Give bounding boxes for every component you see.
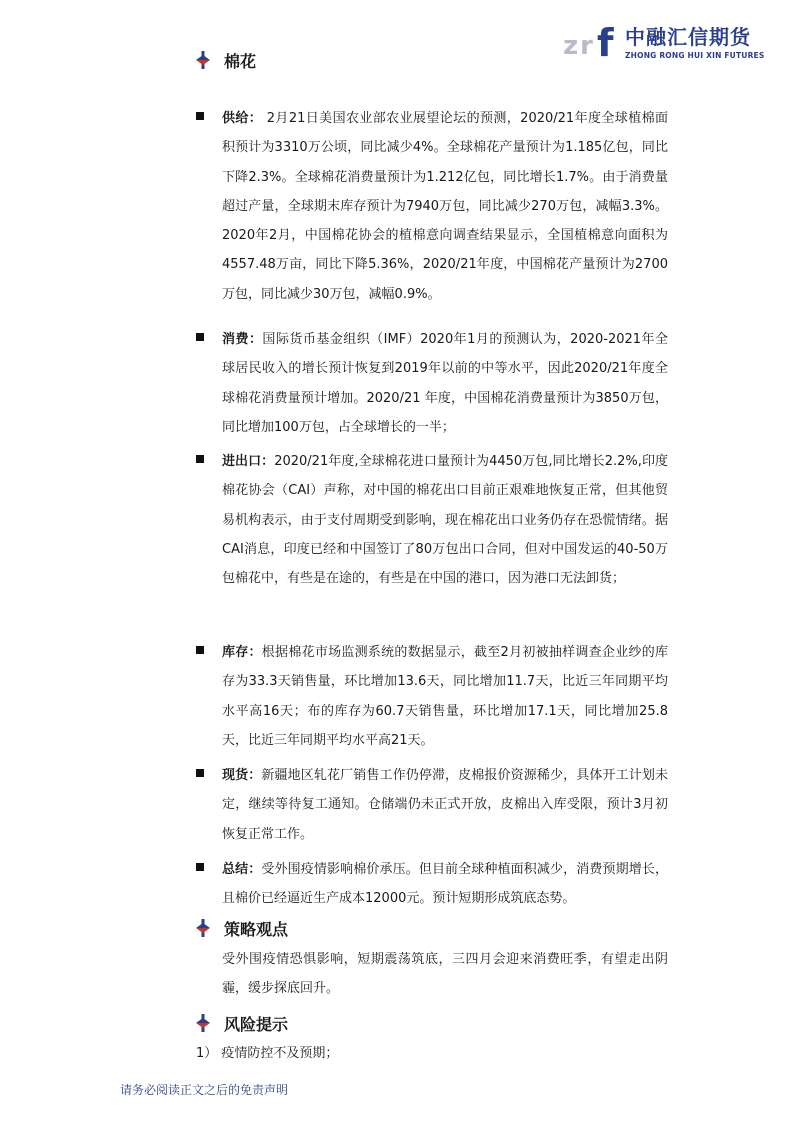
list-item-supply [196, 104, 668, 309]
section-title-strategy: 策略观点 [224, 919, 289, 939]
square-bullet-icon [196, 455, 204, 463]
svg-text:r: r [580, 31, 593, 60]
item-text: 新疆地区轧花厂销售工作仍停滞，皮棉报价资源稀少，具体开工计划未定，继续等待复工通知。仓储端仍未正式开放，皮棉出入库受限，预计3月初恢复正常工作。 [222, 768, 668, 842]
item-label: 库存： [222, 645, 262, 660]
list-item-inventory [196, 638, 668, 755]
item-label: 现货： [222, 768, 262, 783]
list-item-summary [196, 855, 668, 914]
item-text: 2020/21年度,全球棉花进口量预计为4450万包,同比增长2.2%,印度棉花协会（CAI）声称，对中国的棉花出口目前正艰难地恢复正常，但其他贸易机构表示，由于支付周期受到影响，现在棉花出口业务仍存在恐慌情绪。据CAI消息，印度已经和中国签订了80万包出口合同，但对中国发运的40-50万包棉花中，有些是在途的，有些是在中国的港口，因为港口无法卸货； [222, 454, 668, 587]
square-bullet-icon [196, 646, 204, 654]
strategy-text: 受外围疫情恐惧影响，短期震荡筑底，三四月会迎来消费旺季，有望走出阴霾，缓步探底回升。 [222, 952, 668, 997]
item-label: 消费： [222, 332, 263, 347]
section-marker-icon [196, 1014, 210, 1032]
item-label: 进出口： [222, 454, 275, 469]
square-bullet-icon [196, 112, 204, 120]
section-risk [196, 1011, 288, 1035]
section-title-cotton: 棉花 [224, 51, 257, 71]
item-text: 2月21日美国农业部农业展望论坛的预测，2020/21年度全球植棉面积预计为3310万公顷，同比减少4%。全球棉花产量预计为1.185亿包，同比下降2.3%。全球棉花消费量预计为1.212亿包，同比增长1.7%。由于消费量超过产量，全球期末库存预计为7940万包，同比减少270万包，减幅3.3%。2020年2月，中国棉花协会的植棉意向调查结果显示，全国植棉意向面积为4557.48万亩，同比下降5.36%，2020/21年度，中国棉花产量预计为2700万包，同比减少30万包，减幅0.9%。 [222, 111, 668, 302]
svg-text:z: z [563, 31, 579, 60]
section-marker-icon [196, 51, 210, 69]
list-item-import-export [196, 447, 668, 593]
section-strategy [196, 916, 288, 940]
item-label: 总结： [222, 862, 262, 877]
square-bullet-icon [196, 333, 204, 341]
item-text: 受外围疫情影响棉价承压。但目前全球种植面积减少，消费预期增长，且棉价已经逼近生产成本12000元。预计短期形成筑底态势。 [222, 862, 668, 907]
item-text: 根据棉花市场监测系统的数据显示，截至2月初被抽样调查企业纱的库存为33.3天销售量，环比增加13.6天，同比增加11.7天，比近三年同期平均水平高16天；布的库存为60.7天销售量，环比增加17.1天，同比增加25.8天，比近三年同期平均水平高21天。 [222, 645, 668, 748]
list-item-consumption [196, 325, 668, 442]
logo-chinese-name: 中融汇信期货 [625, 25, 751, 49]
section-title-risk: 风险提示 [224, 1014, 289, 1034]
square-bullet-icon [196, 863, 204, 871]
section-cotton [196, 48, 256, 72]
section-marker-icon [196, 919, 210, 937]
risk-item: 1） 疫情防控不及预期； [196, 1046, 339, 1061]
list-item-spot [196, 761, 668, 849]
svg-text:f: f [597, 21, 614, 60]
company-logo [563, 18, 765, 66]
item-text: 国际货币基金组织（IMF）2020年1月的预测认为，2020-2021年全球居民收入的增长预计恢复到2019年以前的中等水平，因此2020/21年度全球棉花消费量预计增加。2020/21 年度，中国棉花消费量预计为3850万包，同比增加100万包，占全球增长的一半； [222, 332, 668, 435]
zrf-logo-icon [563, 20, 619, 60]
logo-english-name: ZHONG RONG HUI XIN FUTURES [625, 51, 765, 60]
item-label: 供给： [222, 111, 263, 126]
footer-disclaimer: 请务必阅读正文之后的免责声明 [120, 1083, 289, 1097]
square-bullet-icon [196, 769, 204, 777]
